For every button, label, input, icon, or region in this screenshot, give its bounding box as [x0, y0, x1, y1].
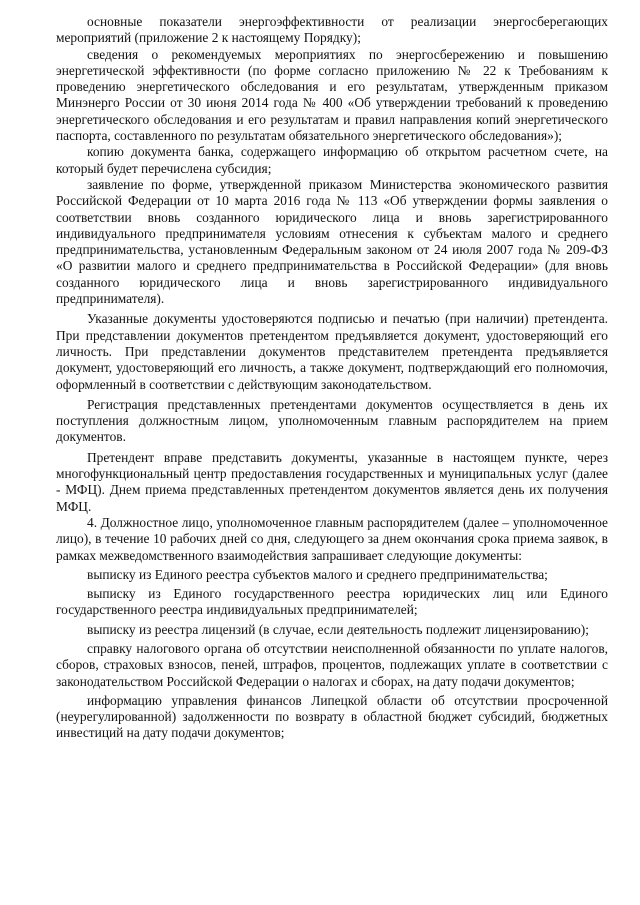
paragraph-state-registry-extract: выписку из Единого государственного реестра юридических лиц или Единого государственного реестра индивидуальных предпринимателей; [56, 586, 608, 618]
paragraph-registration: Регистрация представленных претендентами документов осуществляется в день их поступления должностным лицом, уполномоченным главным распорядителем на прием документов. [56, 396, 608, 445]
paragraph-bank-document: копию документа банка, содержащего информацию об открытом расчетном счете, на который будет перечислена субсидия; [56, 144, 608, 176]
paragraph-tax-certificate: справку налогового органа об отсутствии неисполненной обязанности по уплате налогов, сборов, страховых взносов, пеней, штрафов, процентов, подлежащих уплате в соответствии с законодательством Российской Федерации о налогах и сборах, на дату подачи документов; [56, 640, 608, 689]
paragraph-documents-certified: Указанные документы удостоверяются подписью и печатью (при наличии) претендента. При представлении документов претендентом предъявляется документ, удостоверяющий его личность. При представлении документов представителем претендента предъявляется документ, удостоверяющий его личность, а также документ, подтверждающий его полномочия, оформленный в соответствии с действующим законодательством. [56, 311, 608, 392]
paragraph-item-4: 4. Должностное лицо, уполномоченное главным распорядителем (далее – уполномоченное лицо), в течение 10 рабочих дней со дня, следующего за днем окончания срока приема заявок, в рамках межведомственного взаимодействия запрашивает следующие документы: [56, 514, 608, 563]
paragraph-license-registry-extract: выписку из реестра лицензий (в случае, если деятельность подлежит лицензированию); [87, 621, 589, 637]
paragraph-sme-registry-extract: выписку из Единого реестра субъектов малого и среднего предпринимательства; [87, 566, 548, 582]
paragraph-application-form: заявление по форме, утвержденной приказом Министерства экономического развития Российской Федерации от 10 марта 2016 года № 113 «Об утверждении формы заявления о соответствии вновь созданного юридического лица и вновь зарегистрированного индивидуального предпринимателя условиям отнесения к субъектам малого и среднего предпринимательства, установленным Федеральным законом от 24 июля 2007 года № 209-ФЗ «О развитии малого и среднего предпринимательства в Российской Федерации» (для вновь созданного юридического лица и вновь зарегистрированного индивидуального предпринимателя). [56, 176, 608, 307]
document-body [56, 14, 608, 742]
paragraph-recommended-measures: сведения о рекомендуемых мероприятиях по энергосбережению и повышению энергетической эффективности (по форме согласно приложению № 22 к Требованиям к проведению энергетического обследования и его результатам, утвержденным приказом Минэнерго России от 30 июня 2014 года № 400 «Об утверждении требований к проведению энергетического обследования и его результатам и правил направления копий энергетического паспорта, составленного по результатам обязательного энергетического обследования»); [56, 46, 608, 144]
paragraph-mfc: Претендент вправе представить документы, указанные в настоящем пункте, через многофункциональный центр предоставления государственных и муниципальных услуг (далее - МФЦ). Днем приема представленных претендентом документов является день их получения МФЦ. [56, 449, 608, 514]
paragraph-energy-indicators: основные показатели энергоэффективности от реализации энергосберегающих мероприятий (приложение 2 к настоящему Порядку); [56, 14, 608, 46]
paragraph-finance-department-info: информацию управления финансов Липецкой области об отсутствии просроченной (неурегулированной) задолженности по возврату в областной бюджет субсидий, бюджетных инвестиций на дату подачи документов; [56, 692, 608, 741]
